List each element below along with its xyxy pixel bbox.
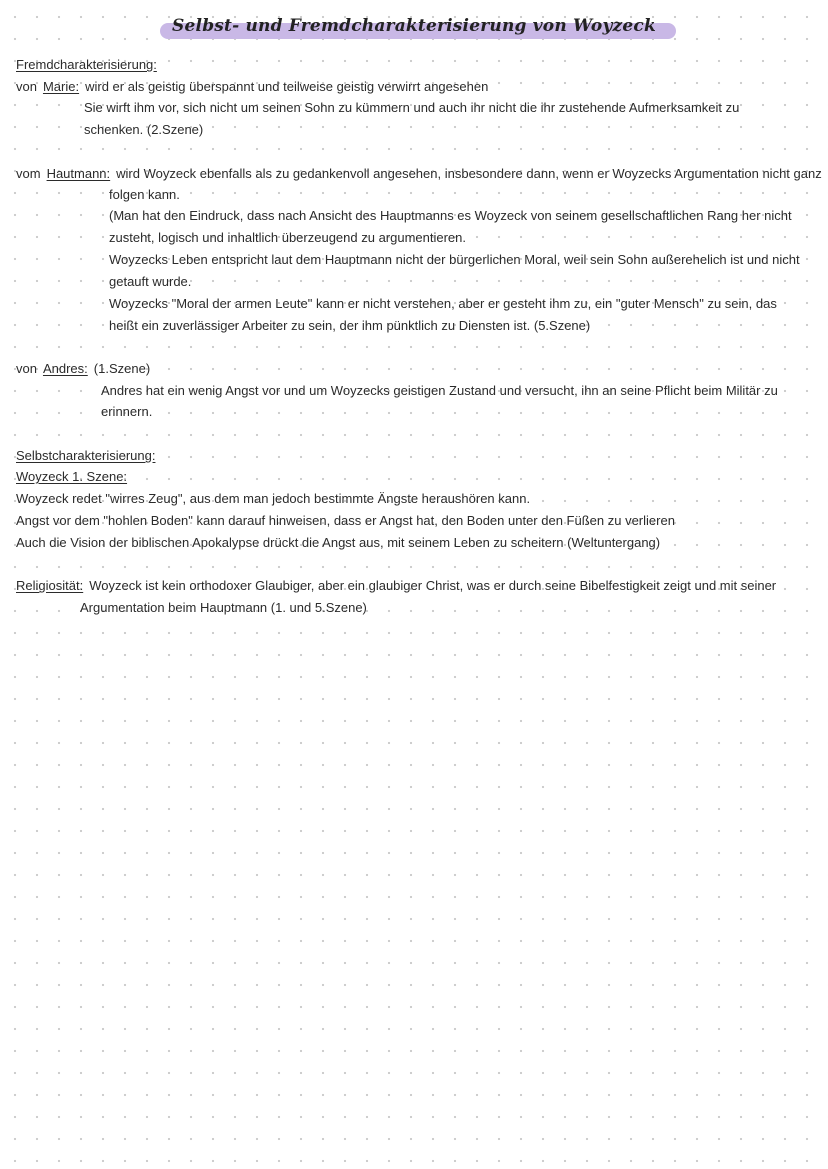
hauptmann-text-4: zusteht, logisch und inhaltlich überzeugend zu argumentieren. <box>109 230 467 245</box>
hauptmann-text-8: heißt ein zuverlässiger Arbeiter zu sein, der ihm pünktlich zu Diensten ist. (5.Szene) <box>109 318 591 333</box>
marie-name: Marie: <box>42 79 80 94</box>
hauptmann-prefix: vom <box>16 166 41 181</box>
selbst-text-1: Woyzeck redet "wirres Zeug", aus dem man jedoch bestimmte Ängste heraushören kann. <box>16 491 531 506</box>
marie-text-2: Sie wirft ihm vor, sich nicht um seinen Sohn zu kümmern und auch ihr nicht die ihr zustehende Aufmerksamkeit zu <box>84 100 740 115</box>
selbst-subheading: Woyzeck 1. Szene: <box>16 469 128 484</box>
marie-text-1: wird er als geistig überspannt und teilweise geistig verwirrt angesehen <box>85 79 489 94</box>
selbst-text-2: Angst vor dem "hohlen Boden" kann darauf hinweisen, dass er Angst hat, den Boden unter den Füßen zu verlieren <box>16 513 675 528</box>
fremd-heading: Fremdcharakterisierung: <box>16 57 157 72</box>
hauptmann-text-1: wird Woyzeck ebenfalls als zu gedankenvoll angesehen, insbesondere dann, wenn er Woyzecks Argumentation nicht ganz <box>116 166 822 181</box>
selbst-text-3: Auch die Vision der biblischen Apokalypse drückt die Angst aus, mit seinem Leben zu scheitern (Weltuntergang) <box>16 535 661 550</box>
hauptmann-line-1 <box>16 164 822 184</box>
selbst-heading: Selbstcharakterisierung: <box>16 448 156 463</box>
andres-text-2: erinnern. <box>101 404 153 419</box>
andres-prefix: von <box>16 361 37 376</box>
religion-text-1: Woyzeck ist kein orthodoxer Glaubiger, aber ein glaubiger Christ, was er durch seine Bibelfestigkeit zeigt und mit seiner <box>89 578 777 593</box>
marie-text-3: schenken. (2.Szene) <box>84 122 204 137</box>
hauptmann-text-3: (Man hat den Eindruck, dass nach Ansicht des Hauptmanns es Woyzeck von seinem gesellschaftlichen Rang her nicht <box>109 208 792 223</box>
andres-text-1: Andres hat ein wenig Angst vor und um Woyzecks geistigen Zustand und versucht, ihn an seine Pflicht beim Militär zu <box>101 383 778 398</box>
hauptmann-text-6: getauft wurde. <box>109 274 192 289</box>
religion-label: Religiosität: <box>16 578 84 593</box>
andres-name: Andres: <box>42 361 88 376</box>
title-block <box>0 14 828 38</box>
religion-line-1 <box>16 576 776 596</box>
andres-scene: (1.Szene) <box>93 361 151 376</box>
hauptmann-text-5: Woyzecks Leben entspricht laut dem Hauptmann nicht der bürgerlichen Moral, weil sein Sohn außerehelich ist und nicht <box>109 252 800 267</box>
hauptmann-text-2: folgen kann. <box>109 187 180 202</box>
hauptmann-text-7: Woyzecks "Moral der armen Leute" kann er nicht verstehen, aber er gesteht ihm zu, ein "guter Mensch" zu sein, das <box>109 296 777 311</box>
religion-text-2: Argumentation beim Hauptmann (1. und 5.Szene) <box>80 600 367 615</box>
marie-prefix: von <box>16 79 37 94</box>
page-title: Selbst- und Fremdcharakterisierung von Woyzeck <box>158 14 670 38</box>
marie-line-1 <box>16 77 488 97</box>
hauptmann-name: Hautmann: <box>46 166 111 181</box>
andres-line-1 <box>16 359 150 379</box>
